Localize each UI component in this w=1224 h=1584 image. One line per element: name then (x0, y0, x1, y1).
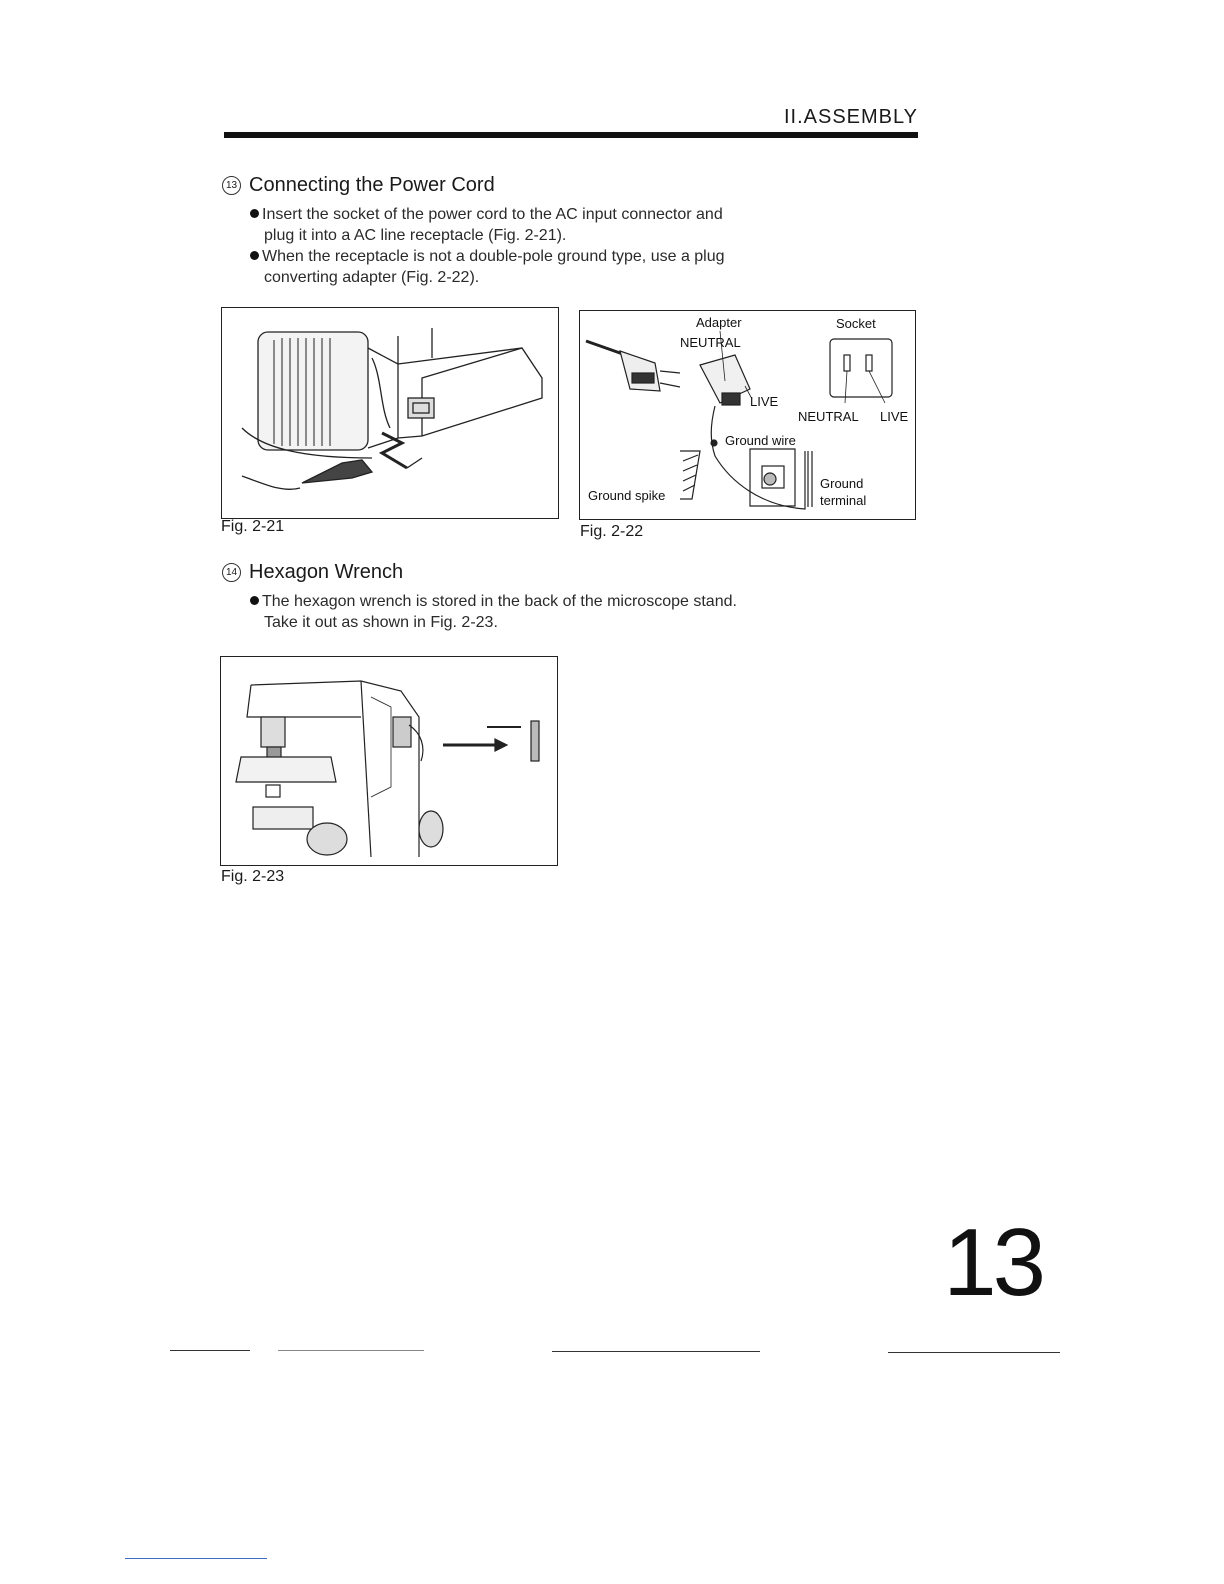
page-number: 13 (943, 1209, 1042, 1316)
microscope-wrench-illustration (221, 657, 557, 865)
label-ground-terminal: Ground (820, 476, 864, 491)
section-title: Connecting the Power Cord (249, 174, 495, 196)
section-14-heading (222, 561, 403, 584)
bullet-text: Insert the socket of the power cord to the AC input connector and (262, 206, 723, 223)
section-number-badge: 13 (222, 176, 241, 195)
header-rule (224, 132, 918, 138)
section-header: II.ASSEMBLY (783, 106, 918, 128)
bullet-dot-icon (250, 209, 259, 218)
footer-rule (170, 1350, 250, 1351)
label-adapter: Adapter (696, 315, 742, 330)
label-live: LIVE (750, 394, 779, 409)
bullet-dot-icon (250, 251, 259, 260)
figure-2-21 (221, 307, 559, 519)
bullet-text: The hexagon wrench is stored in the back of the microscope stand. (262, 593, 737, 610)
figure-caption: Fig. 2-22 (580, 523, 644, 540)
bullet-item (250, 204, 840, 246)
footer-rule (278, 1350, 424, 1351)
figure-caption: Fig. 2-23 (221, 868, 285, 885)
section-title: Hexagon Wrench (249, 561, 404, 583)
section-13-heading (222, 174, 495, 197)
label-ground-spike: Ground spike (588, 488, 666, 503)
label-live: LIVE (880, 409, 909, 424)
figure-2-23 (220, 656, 558, 866)
ground-adapter-diagram (580, 311, 915, 519)
footer-rule (888, 1352, 1060, 1353)
figure-caption: Fig. 2-21 (221, 518, 285, 535)
section-number-badge: 14 (222, 563, 241, 582)
bullet-dot-icon (250, 596, 259, 605)
bullet-item (250, 591, 840, 633)
bullet-text: When the receptacle is not a double-pole ground type, use a plug (262, 248, 725, 265)
label-ground-terminal: terminal (820, 493, 867, 508)
figure-2-22 (579, 310, 916, 520)
bullet-text: Take it out as shown in Fig. 2-23. (264, 614, 498, 631)
footer-rule (552, 1351, 760, 1352)
label-neutral: NEUTRAL (798, 409, 859, 424)
bullet-text: plug it into a AC line receptacle (Fig. 2-21). (264, 227, 567, 244)
bullet-text: converting adapter (Fig. 2-22). (264, 269, 480, 286)
label-neutral: NEUTRAL (680, 335, 741, 350)
power-cord-illustration (222, 308, 558, 518)
label-socket: Socket (836, 316, 876, 331)
footer-rule (125, 1558, 267, 1559)
bullet-item (250, 246, 840, 288)
label-ground-wire: Ground wire (725, 433, 796, 448)
